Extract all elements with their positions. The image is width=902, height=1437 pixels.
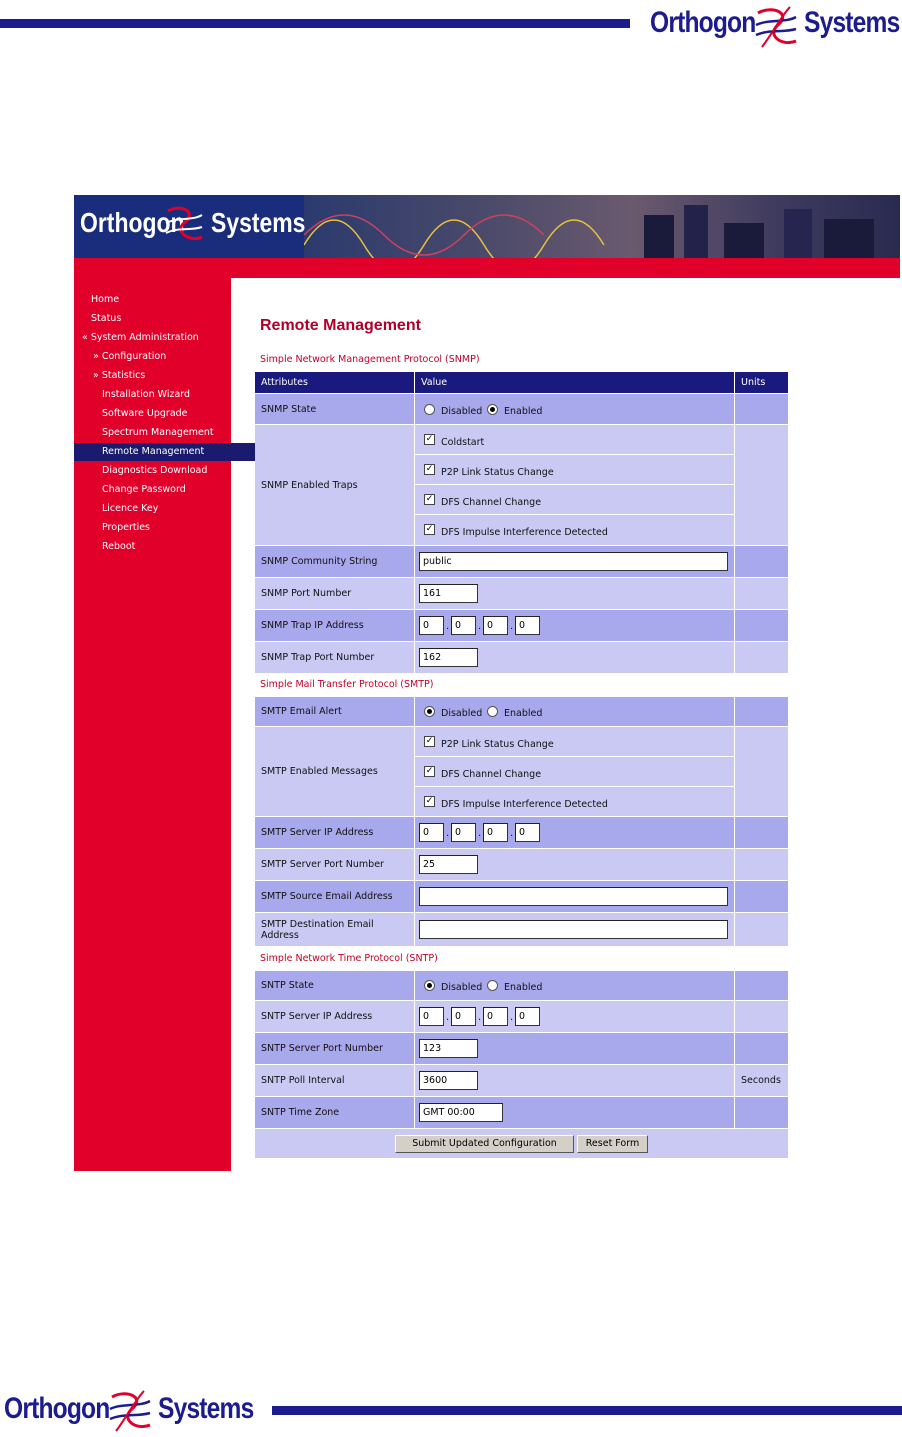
trap-coldstart-checkbox[interactable]: ✓ [425,434,434,444]
msg-p2p-row: ✓ P2P Link Status Change [415,727,734,756]
header-value: Value [415,372,734,393]
sntp-state-units [735,971,788,1000]
smtp-server-ip-octet-3[interactable]: 0 [483,823,508,842]
smtp-alert-value: Disabled Enabled [415,697,734,726]
snmp-trap-ip-octet-4[interactable]: 0 [515,616,540,635]
sntp-enabled-radio[interactable] [487,980,498,991]
header-units: Units [735,372,788,393]
sntp-server-ip-octet-1[interactable]: 0 [419,1007,444,1026]
sntp-section-title: Simple Network Time Protocol (SNTP) [260,953,438,964]
nav-status[interactable]: Status [91,313,122,324]
banner: Orthogon Systems [74,195,900,258]
sntp-state-value: Disabled Enabled [415,971,734,1000]
sntp-poll-label: SNTP Poll Interval [255,1065,414,1096]
nav-diagnostics-download[interactable]: Diagnostics Download [102,465,208,476]
snmp-state-value [415,394,734,424]
smtp-server-ip-cell [415,817,734,848]
smtp-source-units [735,881,788,912]
sntp-state-label: SNTP State [255,971,414,1000]
page-title: Remote Management [260,317,421,334]
snmp-trap-port-input[interactable]: 162 [419,648,478,667]
nav-software-upgrade[interactable]: Software Upgrade [102,408,188,419]
snmp-trap-ip-cell [415,610,734,641]
snmp-community-label: SNMP Community String [255,546,414,577]
sntp-poll-input[interactable]: 3600 [419,1071,478,1090]
msg-p2p-checkbox[interactable]: ✓ [425,736,434,746]
smtp-source-label: SMTP Source Email Address [255,881,414,912]
header-attributes: Attributes [255,372,414,393]
sntp-tz-select[interactable]: GMT 00:00 [419,1103,503,1122]
snmp-trap-port-cell [415,642,734,673]
footer-rule [272,1406,902,1415]
form-buttons-row [255,1129,788,1158]
sntp-poll-units: Seconds [735,1065,788,1096]
snmp-port-label: SNMP Port Number [255,578,414,609]
sntp-server-ip-octet-3[interactable]: 0 [483,1007,508,1026]
nav-installation-wizard[interactable]: Installation Wizard [102,389,191,400]
nav-spectrum-management[interactable]: Spectrum Management [102,427,214,438]
sntp-server-port-units [735,1033,788,1064]
smtp-dest-input[interactable] [419,920,728,939]
snmp-trap-port-label: SNMP Trap Port Number [255,642,414,673]
nav-home[interactable]: Home [91,294,120,305]
snmp-disabled-label: Disabled [441,406,483,417]
smtp-server-ip-units [735,817,788,848]
snmp-trap-ip-label: SNMP Trap IP Address [255,610,414,641]
smtp-alert-label: SMTP Email Alert [255,697,414,726]
web-ui [74,195,900,1171]
snmp-trap-port-units [735,642,788,673]
ip-dot: . [446,621,450,632]
smtp-server-ip-label: SMTP Server IP Address [255,817,414,848]
smtp-section-title: Simple Mail Transfer Protocol (SMTP) [260,679,434,690]
snmp-enabled-label: Enabled [504,406,543,417]
ip-dot: . [510,1012,514,1023]
smtp-source-cell [415,881,734,912]
nav-change-password[interactable]: Change Password [102,484,186,495]
smtp-server-port-units [735,849,788,880]
trap-dfs-channel-row: ✓ DFS Channel Change [415,485,734,514]
smtp-server-port-input[interactable]: 25 [419,855,478,874]
snmp-section-title: Simple Network Management Protocol (SNMP) [260,354,480,365]
nav-system-administration[interactable]: « System Administration [82,332,199,343]
ip-dot: . [478,621,482,632]
sntp-tz-units [735,1097,788,1128]
msg-dfs-impulse-checkbox[interactable]: ✓ [425,796,434,806]
snmp-trap-ip-octet-3[interactable]: 0 [483,616,508,635]
msg-dfs-channel-row: ✓ DFS Channel Change [415,757,734,786]
trap-dfs-channel-checkbox[interactable]: ✓ [425,494,434,504]
msg-dfs-channel-checkbox[interactable]: ✓ [425,766,434,776]
smtp-alert-units [735,697,788,726]
snmp-community-input[interactable]: public [419,552,728,571]
swirl-logo-icon [106,1387,154,1435]
trap-coldstart-row: ✓ Coldstart [415,425,734,454]
ip-dot: . [510,621,514,632]
snmp-disabled-radio[interactable] [424,404,435,415]
banner-image [304,195,900,258]
nav-remote-management[interactable]: Remote Management [74,443,258,461]
sntp-server-ip-octet-4[interactable]: 0 [515,1007,540,1026]
snmp-port-units [735,578,788,609]
smtp-dest-cell [415,913,734,946]
smtp-server-ip-octet-4[interactable]: 0 [515,823,540,842]
ip-dot: . [446,828,450,839]
sntp-disabled-radio[interactable] [424,980,435,991]
smtp-server-port-cell [415,849,734,880]
smtp-server-port-label: SMTP Server Port Number [255,849,414,880]
smtp-source-input[interactable] [419,887,728,906]
smtp-enabled-radio[interactable] [487,706,498,717]
snmp-community-cell [415,546,734,577]
nav-reboot[interactable]: Reboot [102,541,136,552]
snmp-community-units [735,546,788,577]
nav-licence-key[interactable]: Licence Key [102,503,159,514]
snmp-port-cell [415,578,734,609]
sntp-server-ip-cell [415,1001,734,1032]
snmp-enabled-radio[interactable] [487,404,498,415]
sntp-poll-cell [415,1065,734,1096]
sntp-server-ip-octet-2[interactable]: 0 [451,1007,476,1026]
reset-form-button[interactable]: Reset Form [577,1135,648,1153]
sntp-server-port-label: SNTP Server Port Number [255,1033,414,1064]
sntp-server-ip-units [735,1001,788,1032]
snmp-state-units [735,394,788,424]
smtp-disabled-radio[interactable] [424,706,435,717]
sntp-tz-cell [415,1097,734,1128]
trap-p2p-row: ✓ P2P Link Status Change [415,455,734,484]
sntp-server-port-input[interactable]: 123 [419,1039,478,1058]
smtp-dest-units [735,913,788,946]
smtp-messages-label: SMTP Enabled Messages [255,727,414,816]
trap-dfs-impulse-checkbox[interactable]: ✓ [425,524,434,534]
ip-dot: . [478,1012,482,1023]
swirl-logo-icon [752,3,800,51]
snmp-trap-ip-units [735,610,788,641]
msg-dfs-impulse-row: ✓ DFS Impulse Interference Detected [415,787,734,816]
snmp-traps-label: SNMP Enabled Traps [255,425,414,545]
ip-dot: . [446,1012,450,1023]
smtp-dest-label: SMTP Destination Email Address [255,913,414,946]
swirl-logo-icon [164,203,204,247]
ip-dot: . [510,828,514,839]
trap-dfs-impulse-row: ✓ DFS Impulse Interference Detected [415,515,734,545]
header-rule [0,19,630,28]
nav-statistics[interactable]: » Statistics [93,370,146,381]
ip-dot: . [478,828,482,839]
sntp-server-port-cell [415,1033,734,1064]
smtp-server-ip-octet-2[interactable]: 0 [451,823,476,842]
snmp-state-label: SNMP State [255,394,414,424]
snmp-port-input[interactable]: 161 [419,584,478,603]
trap-p2p-checkbox[interactable]: ✓ [425,464,434,474]
top-red-bar [74,258,900,278]
snmp-trap-ip-octet-1[interactable]: 0 [419,616,444,635]
submit-configuration-button[interactable]: Submit Updated Configuration [395,1135,574,1153]
sntp-server-ip-label: SNTP Server IP Address [255,1001,414,1032]
sntp-tz-label: SNTP Time Zone [255,1097,414,1128]
nav-configuration[interactable]: » Configuration [93,351,167,362]
smtp-server-ip-octet-1[interactable]: 0 [419,823,444,842]
snmp-traps-units [735,425,788,545]
smtp-messages-units [735,727,788,816]
nav-properties[interactable]: Properties [102,522,151,533]
snmp-trap-ip-octet-2[interactable]: 0 [451,616,476,635]
